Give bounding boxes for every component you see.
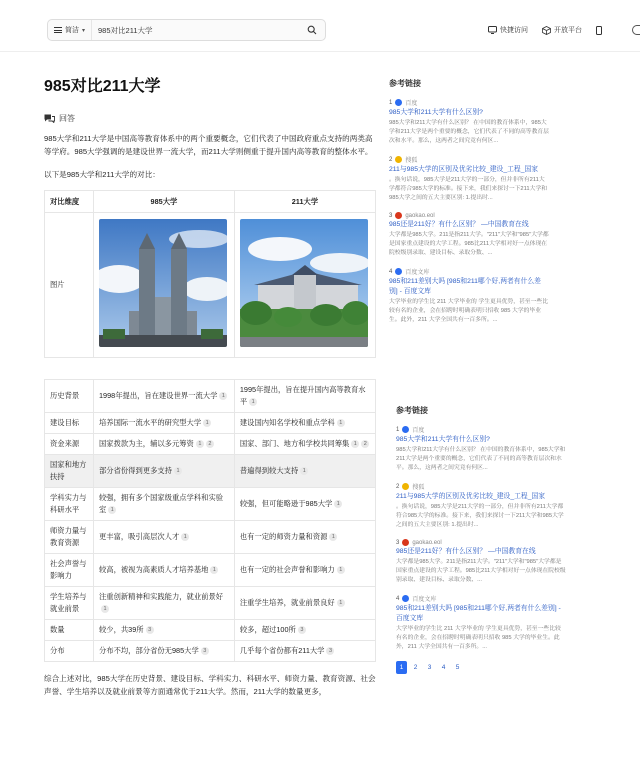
citation-badge[interactable]: 1 xyxy=(337,566,345,574)
chat-bubble-icon xyxy=(44,114,55,123)
cell-985 xyxy=(94,413,235,434)
reference-snippet: 985大学和211大学有什么区别？ 在中国的教育体系中，985大学和211大学是两个重要的概念，它们代表了不同的高等教育层次和水平。那么，这两者之间究竟有何区... xyxy=(389,120,549,144)
citation-badge[interactable]: 1 xyxy=(203,419,211,427)
monitor-icon xyxy=(488,26,497,34)
settings-icon[interactable] xyxy=(632,25,640,35)
reference-snippet: 。换句话说，985大学是211大学的一部分，但并非所有211大学都符合985大学的标准。接下来，我们来探讨一下211大学和985大学之间的五大主要区别: 1.提出时... xyxy=(389,177,548,201)
reference-source xyxy=(389,98,549,107)
source-logo-icon xyxy=(395,268,402,275)
source-name: 搜狐 xyxy=(412,485,425,491)
source-logo-icon xyxy=(402,539,409,546)
citation-badge[interactable]: 3 xyxy=(201,647,209,655)
page-4-button[interactable]: 4 xyxy=(441,664,446,671)
page-3-button[interactable]: 3 xyxy=(427,664,432,671)
citation-badge[interactable]: 2 xyxy=(206,440,214,448)
cell-211 xyxy=(234,380,375,413)
reference-snippet: 大学都是985大学。211是指211大学。"211"大学和"985"大学都是国家重点建设的大学工程。985比211大学相对好一点体现在院校级别录取、建设目标、录取分数、... xyxy=(396,559,566,583)
citation-badge[interactable]: 1 xyxy=(101,605,109,613)
reference-title-link[interactable]: 985还是211好？有什么区别？ —中国教育在线 xyxy=(389,221,529,228)
row-label: 社会声誉与影响力 xyxy=(45,554,94,587)
page-1-button[interactable]: 1 xyxy=(396,661,407,674)
row-label: 数量 xyxy=(45,620,94,641)
cell-text: 也有一定的社会声誉和影响力 xyxy=(239,565,335,574)
reference-title-link[interactable]: 985和211差别大吗 [985和211哪个好,两者有什么差别] - 百度文库 xyxy=(389,278,541,295)
source-logo-icon xyxy=(395,99,402,106)
table-row xyxy=(45,380,376,413)
reference-number: 3 xyxy=(396,539,400,546)
reference-source xyxy=(396,482,566,491)
reference-source xyxy=(396,594,566,603)
source-name: 百度 xyxy=(412,428,425,434)
cell-text: 更丰富，吸引高层次人才 xyxy=(99,532,180,541)
reference-item[interactable] xyxy=(389,267,549,325)
table-header-dimension: 对比维度 xyxy=(45,191,94,213)
cell-211 xyxy=(234,455,375,488)
table-row xyxy=(45,434,376,455)
citation-badge[interactable]: 3 xyxy=(326,647,334,655)
table-row xyxy=(45,413,376,434)
cell-text: 分布不均，部分省份无985大学 xyxy=(99,646,199,655)
table-row xyxy=(45,521,376,554)
reference-item[interactable] xyxy=(396,594,566,652)
cell-985 xyxy=(94,620,235,641)
reference-snippet: 。换句话说，985大学是211大学的一部分，但并非所有211大学都符合985大学的标准。接下来，我们来探讨一下211大学和985大学之间的五大主要区别: 1.提出时... xyxy=(396,504,564,528)
cell-text: 较多，超过100所 xyxy=(239,625,296,634)
cell-985 xyxy=(94,434,235,455)
reference-number: 1 xyxy=(389,99,393,106)
cell-985 xyxy=(94,380,235,413)
reference-item[interactable] xyxy=(396,539,566,585)
cell-text: 较强，但可能略逊于985大学 xyxy=(239,499,333,508)
citation-badge[interactable]: 1 xyxy=(219,392,227,400)
comparison-table xyxy=(44,190,376,662)
mobile-button[interactable] xyxy=(596,26,602,35)
phone-icon xyxy=(596,26,602,35)
source-logo-icon xyxy=(402,483,409,490)
source-logo-icon xyxy=(395,212,402,219)
table-header-985: 985大学 xyxy=(94,191,235,213)
cell-text: 培养国际一流水平的研究型大学 xyxy=(99,418,202,427)
source-logo-icon xyxy=(402,426,409,433)
image-row-label: 图片 xyxy=(45,213,94,358)
reference-snippet: 大学毕业的学生比 211 大学毕业的 学生更具优势，甚至一些比较有名的企业，会在招聘时明确表明只招收 985 大学的毕业生。此外，211 大学全国共有一百多所。... xyxy=(396,626,561,650)
table-row-images xyxy=(45,213,376,358)
page-title: 985对比211大学 xyxy=(44,78,161,95)
reference-title-link[interactable]: 211与985大学的区别及优劣比较_建设_工程_国家 xyxy=(396,493,546,500)
source-name: 百度文库 xyxy=(412,597,437,603)
source-name: 百度文库 xyxy=(405,270,430,276)
summary-paragraph: 综合上述对比，985大学在历史背景、建设目标、学科实力、科研水平、师资力量、教育资源、社会声誉、学生培养以及就业前景等方面通常优于211大学。然而，211大学的数量更多， xyxy=(44,674,376,696)
citation-badge[interactable]: 2 xyxy=(361,440,369,448)
reference-item[interactable] xyxy=(389,212,549,258)
row-label: 师资力量与教育资源 xyxy=(45,521,94,554)
table-row xyxy=(45,554,376,587)
citation-badge[interactable]: 1 xyxy=(196,440,204,448)
reference-panel-bottom xyxy=(396,405,566,674)
page-5-button[interactable]: 5 xyxy=(455,664,460,671)
cell-text: 国家、部门、地方和学校共同筹集 xyxy=(239,439,350,448)
search-input[interactable]: 985对比211大学 xyxy=(98,25,153,35)
university-211-image[interactable] xyxy=(240,219,368,347)
mode-selector[interactable] xyxy=(48,20,92,40)
mode-label: 简洁 xyxy=(65,27,79,34)
cell-text: 注重学生培养，就业前景良好 xyxy=(239,598,335,607)
cell-text: 较强，拥有多个国家级重点学科和实验室 xyxy=(99,493,224,514)
cell-985 xyxy=(94,521,235,554)
cell-211 xyxy=(234,641,375,662)
image-cell-211 xyxy=(234,213,375,358)
row-label: 建设目标 xyxy=(45,413,94,434)
cell-985 xyxy=(94,488,235,521)
answer-header xyxy=(44,113,380,124)
cell-text: 几乎每个省份都有211大学 xyxy=(239,646,325,655)
reference-number: 3 xyxy=(389,212,393,219)
table-row xyxy=(45,455,376,488)
cell-211 xyxy=(234,554,375,587)
citation-badge[interactable]: 3 xyxy=(146,626,154,634)
search-icon xyxy=(307,25,317,35)
row-label: 资金来源 xyxy=(45,434,94,455)
row-label: 分布 xyxy=(45,641,94,662)
search-button[interactable] xyxy=(299,20,325,40)
reference-source xyxy=(396,539,566,546)
citation-badge[interactable]: 1 xyxy=(181,533,189,541)
source-name: 搜狐 xyxy=(405,158,418,164)
cell-text: 普遍得到较大支持 xyxy=(239,466,299,475)
answer-label: 回答 xyxy=(59,114,75,123)
cell-211 xyxy=(234,587,375,620)
table-header-row xyxy=(45,191,376,213)
reference-panel-top xyxy=(389,78,549,334)
open-platform-label: 开放平台 xyxy=(554,27,582,34)
reference-number: 4 xyxy=(396,595,400,602)
citation-badge[interactable]: 1 xyxy=(329,533,337,541)
row-label: 学生培养与就业前景 xyxy=(45,587,94,620)
citation-badge[interactable]: 1 xyxy=(300,467,308,475)
source-logo-icon xyxy=(402,595,409,602)
citation-badge[interactable]: 1 xyxy=(334,500,342,508)
cell-text: 注重创新精神和实践能力，就业前景好 xyxy=(99,592,224,601)
reference-number: 1 xyxy=(396,426,400,433)
cell-985 xyxy=(94,455,235,488)
citation-badge[interactable]: 1 xyxy=(108,506,116,514)
reference-item[interactable] xyxy=(389,155,549,203)
reference-item[interactable] xyxy=(389,98,549,146)
source-name: gaokao.eol xyxy=(405,212,435,219)
caret-down-icon: ▾ xyxy=(82,27,86,34)
cell-text: 较高，被视为高素质人才培养基地 xyxy=(99,565,209,574)
source-logo-icon xyxy=(395,156,402,163)
cell-text: 1998年提出，旨在建设世界一流大学 xyxy=(99,391,218,400)
table-spacer xyxy=(45,358,376,380)
top-bar xyxy=(0,0,640,52)
cell-211 xyxy=(234,488,375,521)
row-label: 学科实力与科研水平 xyxy=(45,488,94,521)
table-row xyxy=(45,488,376,521)
citation-badge[interactable]: 1 xyxy=(337,419,345,427)
table-header-211: 211大学 xyxy=(234,191,375,213)
table-row xyxy=(45,641,376,662)
intro-line: 以下是985大学和211大学的对比： xyxy=(44,170,160,179)
cell-text: 国家拨款为主，辅以多元筹资 xyxy=(99,439,194,448)
citation-badge[interactable]: 3 xyxy=(298,626,306,634)
row-label: 国家和地方扶持 xyxy=(45,455,94,488)
reference-snippet: 大学都是985大学。211是指211大学。"211"大学和"985"大学都是国家重点建设的大学工程。985比211大学相对好一点体现在院校级别录取、建设目标、录取分数、... xyxy=(389,232,549,256)
image-cell-985 xyxy=(94,213,235,358)
cell-211 xyxy=(234,521,375,554)
cell-text: 较少，共39所 xyxy=(99,625,144,634)
row-label: 历史背景 xyxy=(45,380,94,413)
reference-number: 2 xyxy=(396,483,400,490)
reference-number: 2 xyxy=(389,156,393,163)
open-platform-button[interactable] xyxy=(542,25,582,35)
references-heading: 参考链接 xyxy=(396,406,428,415)
reference-title-link[interactable]: 985和211差别大吗 [985和211哪个好,两者有什么差别] - 百度文库 xyxy=(396,605,561,622)
cell-text: 部分省份得到更多支持 xyxy=(99,466,172,475)
cell-211 xyxy=(234,434,375,455)
answer-panel xyxy=(44,52,380,698)
reference-source xyxy=(389,212,549,219)
reference-item[interactable] xyxy=(396,425,566,473)
citation-badge[interactable]: 1 xyxy=(337,599,345,607)
cell-211 xyxy=(234,413,375,434)
pagination xyxy=(396,661,566,674)
citation-badge[interactable]: 1 xyxy=(210,566,218,574)
reference-snippet: 大学毕业的学生比 211 大学毕业的 学生更具优势，甚至一些比较有名的企业，会在招聘时明确表明只招收 985 大学的毕业生。此外，211 大学全国共有一百多所。... xyxy=(389,299,548,323)
cube-icon xyxy=(542,26,551,35)
source-name: gaokao.eol xyxy=(412,539,442,546)
cell-text: 也有一定的师资力量和资源 xyxy=(239,532,328,541)
spacer-cell xyxy=(45,358,376,380)
reference-number: 4 xyxy=(389,268,393,275)
search-box[interactable] xyxy=(47,19,326,41)
source-name: 百度 xyxy=(405,101,418,107)
table-row xyxy=(45,587,376,620)
reference-title-link[interactable]: 985大学和211大学有什么区别? xyxy=(396,436,490,443)
reference-source xyxy=(396,425,566,434)
citation-badge[interactable]: 1 xyxy=(174,467,182,475)
cell-985 xyxy=(94,554,235,587)
reference-title-link[interactable]: 985大学和211大学有什么区别? xyxy=(389,109,483,116)
cell-text: 1995年提出，旨在提升国内高等教育水平 xyxy=(239,385,366,406)
cell-985 xyxy=(94,641,235,662)
quick-access-button[interactable] xyxy=(488,25,528,35)
references-heading: 参考链接 xyxy=(389,79,421,88)
citation-badge[interactable]: 1 xyxy=(351,440,359,448)
cell-211 xyxy=(234,620,375,641)
menu-icon xyxy=(54,27,62,33)
reference-source xyxy=(389,267,549,276)
reference-snippet: 985大学和211大学有什么区别？ 在中国的教育体系中，985大学和211大学是两个重要的概念，它们代表了不同的高等教育层次和水平。那么，这两者之间究竟有何区... xyxy=(396,447,566,471)
table-row xyxy=(45,620,376,641)
citation-badge[interactable]: 1 xyxy=(249,398,257,406)
cell-985 xyxy=(94,587,235,620)
reference-source xyxy=(389,155,549,164)
cell-text: 建设国内知名学校和重点学科 xyxy=(239,418,335,427)
page-2-button[interactable]: 2 xyxy=(413,664,418,671)
intro-paragraph: 985大学和211大学是中国高等教育体系中的两个重要概念，它们代表了中国政府重点支持的两类高等学府。985大学强调的是建设世界一流大学，而211大学则侧重于提升国内高等教育的整体水平。 xyxy=(44,134,373,156)
university-985-image[interactable] xyxy=(99,219,227,347)
quick-access-label: 快捷访问 xyxy=(500,27,528,34)
reference-title-link[interactable]: 211与985大学的区别及优劣比较_建设_工程_国家 xyxy=(389,166,539,173)
reference-title-link[interactable]: 985还是211好？有什么区别？ —中国教育在线 xyxy=(396,548,536,555)
reference-item[interactable] xyxy=(396,482,566,530)
